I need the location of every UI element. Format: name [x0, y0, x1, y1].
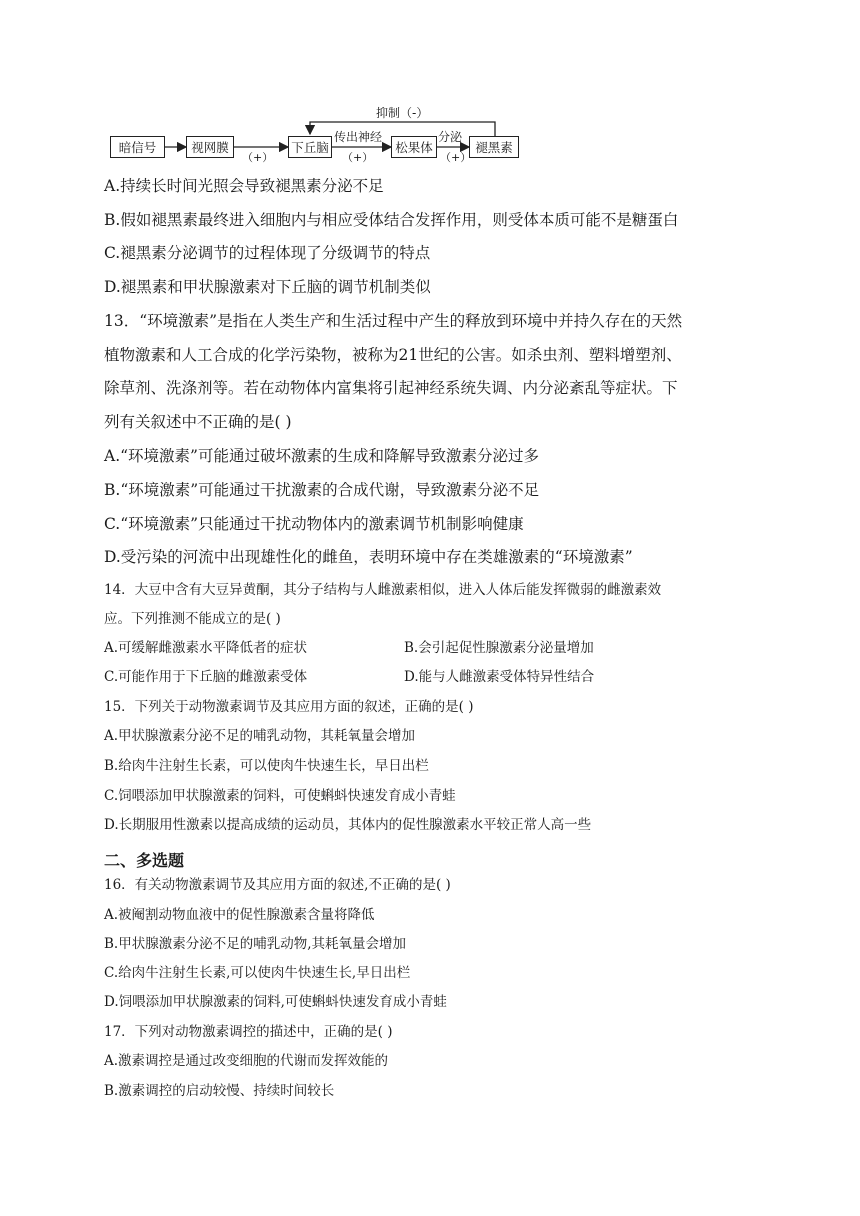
diagram-box-melatonin: 褪黑素 [469, 136, 519, 158]
q16-stem: 16．有关动物激素调节及其应用方面的叙述,不正确的是( ) [104, 877, 451, 893]
diagram-feedback-label: 抑制（-） [376, 106, 429, 120]
diagram-box-hypothalamus: 下丘脑 [288, 136, 332, 158]
q16-option-d: D.饲喂添加甲状腺激素的饲料,可使蝌蚪快速发育成小青蛙 [104, 994, 447, 1010]
q13-option-a: A.“环境激素”可能通过破坏激素的生成和降解导致激素分泌过多 [104, 447, 539, 465]
q15-option-d: D.长期服用性激素以提高成绩的运动员，其体内的促性腺激素水平较正常人高一些 [104, 817, 592, 833]
q12-option-c: C.褪黑素分泌调节的过程体现了分级调节的特点 [104, 244, 431, 262]
q15-stem: 15．下列关于动物激素调节及其应用方面的叙述，正确的是( ) [104, 699, 474, 715]
diagram-box-dark-signal: 暗信号 [110, 136, 165, 158]
q14-option-d: D.能与人雌激素受体特异性结合 [404, 669, 595, 685]
q13-stem-line-4: 列有关叙述中不正确的是( ) [104, 413, 292, 431]
q15-option-a: A.甲状腺激素分泌不足的哺乳动物，其耗氧量会增加 [104, 728, 416, 744]
q14-option-a: A.可缓解雌激素水平降低者的症状 [104, 640, 308, 656]
regulation-diagram-lines [0, 0, 860, 200]
q16-option-b: B.甲状腺激素分泌不足的哺乳动物,其耗氧量会增加 [104, 936, 407, 952]
diagram-sign-3: （+） [440, 151, 472, 164]
q16-option-c: C.给肉牛注射生长素,可以使肉牛快速生长,早日出栏 [104, 965, 411, 981]
q12-option-d: D.褪黑素和甲状腺激素对下丘脑的调节机制类似 [104, 278, 431, 296]
q15-option-b: B.给肉牛注射生长素，可以使肉牛快速生长，早日出栏 [104, 758, 429, 774]
q13-stem-line-3: 除草剂、洗涤剂等。若在动物体内富集将引起神经系统失调、内分泌紊乱等症状。下 [104, 379, 678, 397]
diagram-box-pineal: 松果体 [391, 136, 437, 158]
q14-stem-line-1: 14．大豆中含有大豆异黄酮，其分子结构与人雌激素相似，进入人体后能发挥微弱的雌激素效 [104, 582, 662, 598]
q14-option-b: B.会引起促性腺激素分泌量增加 [404, 640, 594, 656]
q17-stem: 17．下列对动物激素调控的描述中，正确的是( ) [104, 1024, 393, 1040]
q13-stem-line-2: 植物激素和人工合成的化学污染物，被称为21世纪的公害。如杀虫剂、塑料增塑剂、 [104, 346, 682, 364]
q13-stem-line-1: 13．“环境激素”是指在人类生产和生活过程中产生的释放到环境中并持久存在的天然 [104, 312, 683, 330]
diagram-box-retina: 视网膜 [186, 136, 234, 158]
q14-option-c: C.可能作用于下丘脑的雌激素受体 [104, 669, 308, 685]
q12-option-b: B.假如褪黑素最终进入细胞内与相应受体结合发挥作用，则受体本质可能不是糖蛋白 [104, 211, 679, 229]
q13-option-c: C.“环境激素”只能通过干扰动物体内的激素调节机制影响健康 [104, 515, 524, 533]
diagram-edge-label-efferent: 传出神经 [334, 130, 383, 144]
q14-stem-line-2: 应。下列推测不能成立的是( ) [104, 611, 281, 627]
q17-option-b: B.激素调控的启动较慢、持续时间较长 [104, 1083, 335, 1099]
q12-option-a: A.持续长时间光照会导致褪黑素分泌不足 [104, 177, 384, 195]
diagram-sign-2: （+） [342, 151, 374, 164]
q17-option-a: A.激素调控是通过改变细胞的代谢而发挥效能的 [104, 1053, 389, 1069]
q13-option-d: D.受污染的河流中出现雄性化的雌鱼，表明环境中存在类雄激素的“环境激素” [104, 548, 633, 566]
diagram-edge-label-secrete: 分泌 [438, 130, 463, 144]
diagram-sign-1: （+） [242, 151, 274, 164]
q15-option-c: C.饲喂添加甲状腺激素的饲料，可使蝌蚪快速发育成小青蛙 [104, 788, 456, 804]
q16-option-a: A.被阉割动物血液中的促性腺激素含量将降低 [104, 907, 375, 923]
q13-option-b: B.“环境激素”可能通过干扰激素的合成代谢，导致激素分泌不足 [104, 481, 540, 499]
section-title-multiple-choice: 二、多选题 [104, 851, 185, 870]
